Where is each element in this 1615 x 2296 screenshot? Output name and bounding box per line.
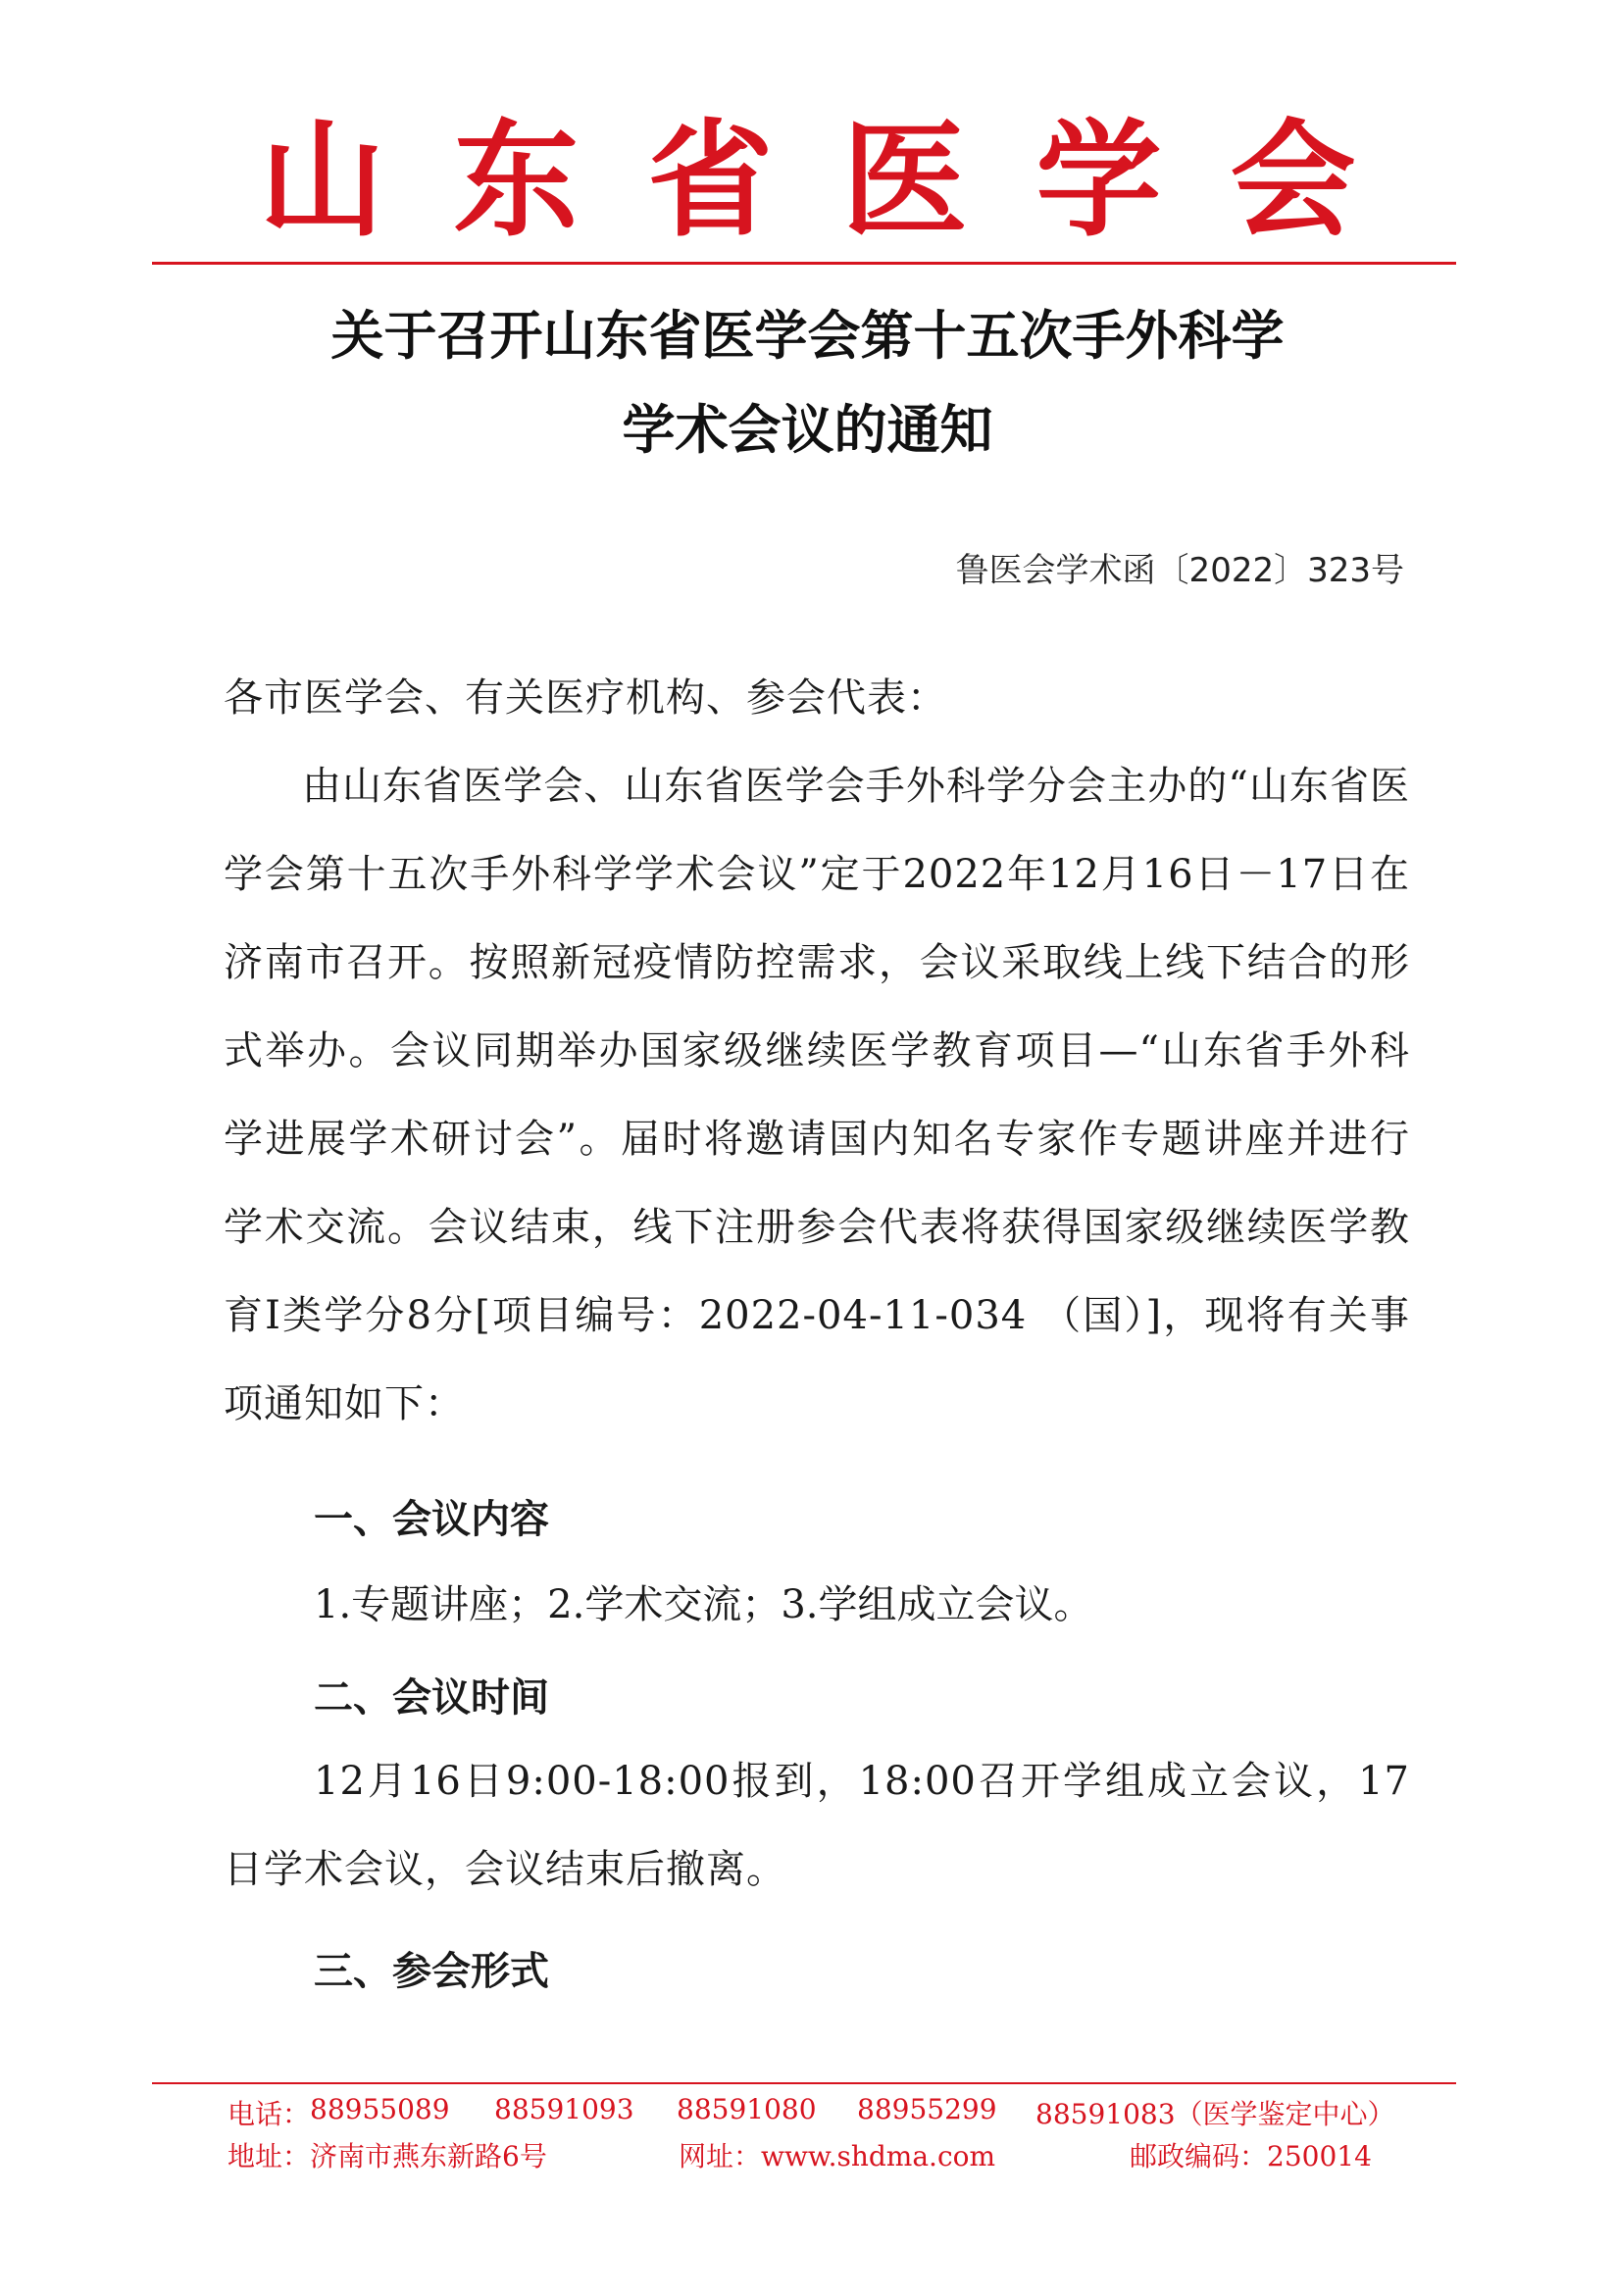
header-divider: [152, 262, 1456, 265]
document-number: 鲁医会学术函〔2022〕323号: [955, 551, 1404, 590]
footer-website[interactable]: 网址：www.shdma.com: [679, 2140, 996, 2172]
footer-phone: 88955299: [857, 2093, 997, 2125]
footer-postcode: 邮政编码：250014: [1130, 2140, 1372, 2172]
footer-divider: [152, 2082, 1456, 2084]
footer-phone: 88591093: [494, 2093, 634, 2125]
section-heading-format: 三、参会形式: [314, 1949, 549, 1994]
section-heading-time: 二、会议时间: [314, 1675, 549, 1721]
notice-title-line1: 关于召开山东省医学会第十五次手外科学: [330, 305, 1285, 367]
section-heading-content: 一、会议内容: [314, 1497, 549, 1542]
section-content-agenda: 1.专题讲座；2.学术交流；3.学组成立会议。: [314, 1582, 1093, 1627]
notice-title-line2: 学术会议的通知: [622, 399, 993, 461]
footer-phone: 88591083（医学鉴定中心）: [1035, 2098, 1395, 2130]
footer-address: 地址：济南市燕东新路6号: [227, 2140, 547, 2172]
section-content-time: 12月16日9:00-18:00报到，18:00召开学组成立会议，17日学术会议，会议结束后撤离。: [224, 1759, 1410, 1892]
footer-phone: 88591080: [677, 2093, 817, 2125]
footer-phone-label: 电话：: [227, 2098, 311, 2130]
org-name-header: 山东省医学会: [259, 107, 1425, 254]
main-paragraph: 由山东省医学会、山东省医学会手外科学分会主办的“山东省医学会第十五次手外科学学术会议”定于2022年12月16日－17日在济南市召开。按照新冠疫情防控需求，会议采取线上线下结合的形式举办。会议同期举办国家级继续医学教育项目—“山东省手外科学进展学术研讨会”。届时将邀请国内知名专家作专题讲座并进行学术交流。会议结束，线下注册参会代表将获得国家级继续医学教育Ⅰ类学分8分[项目编号：2022-04-11-034 （国）]，现将有关事项通知如下：: [224, 764, 1410, 1426]
salutation: 各市医学会、有关医疗机构、参会代表：: [224, 675, 947, 721]
footer-phone: 88955089: [310, 2093, 450, 2125]
